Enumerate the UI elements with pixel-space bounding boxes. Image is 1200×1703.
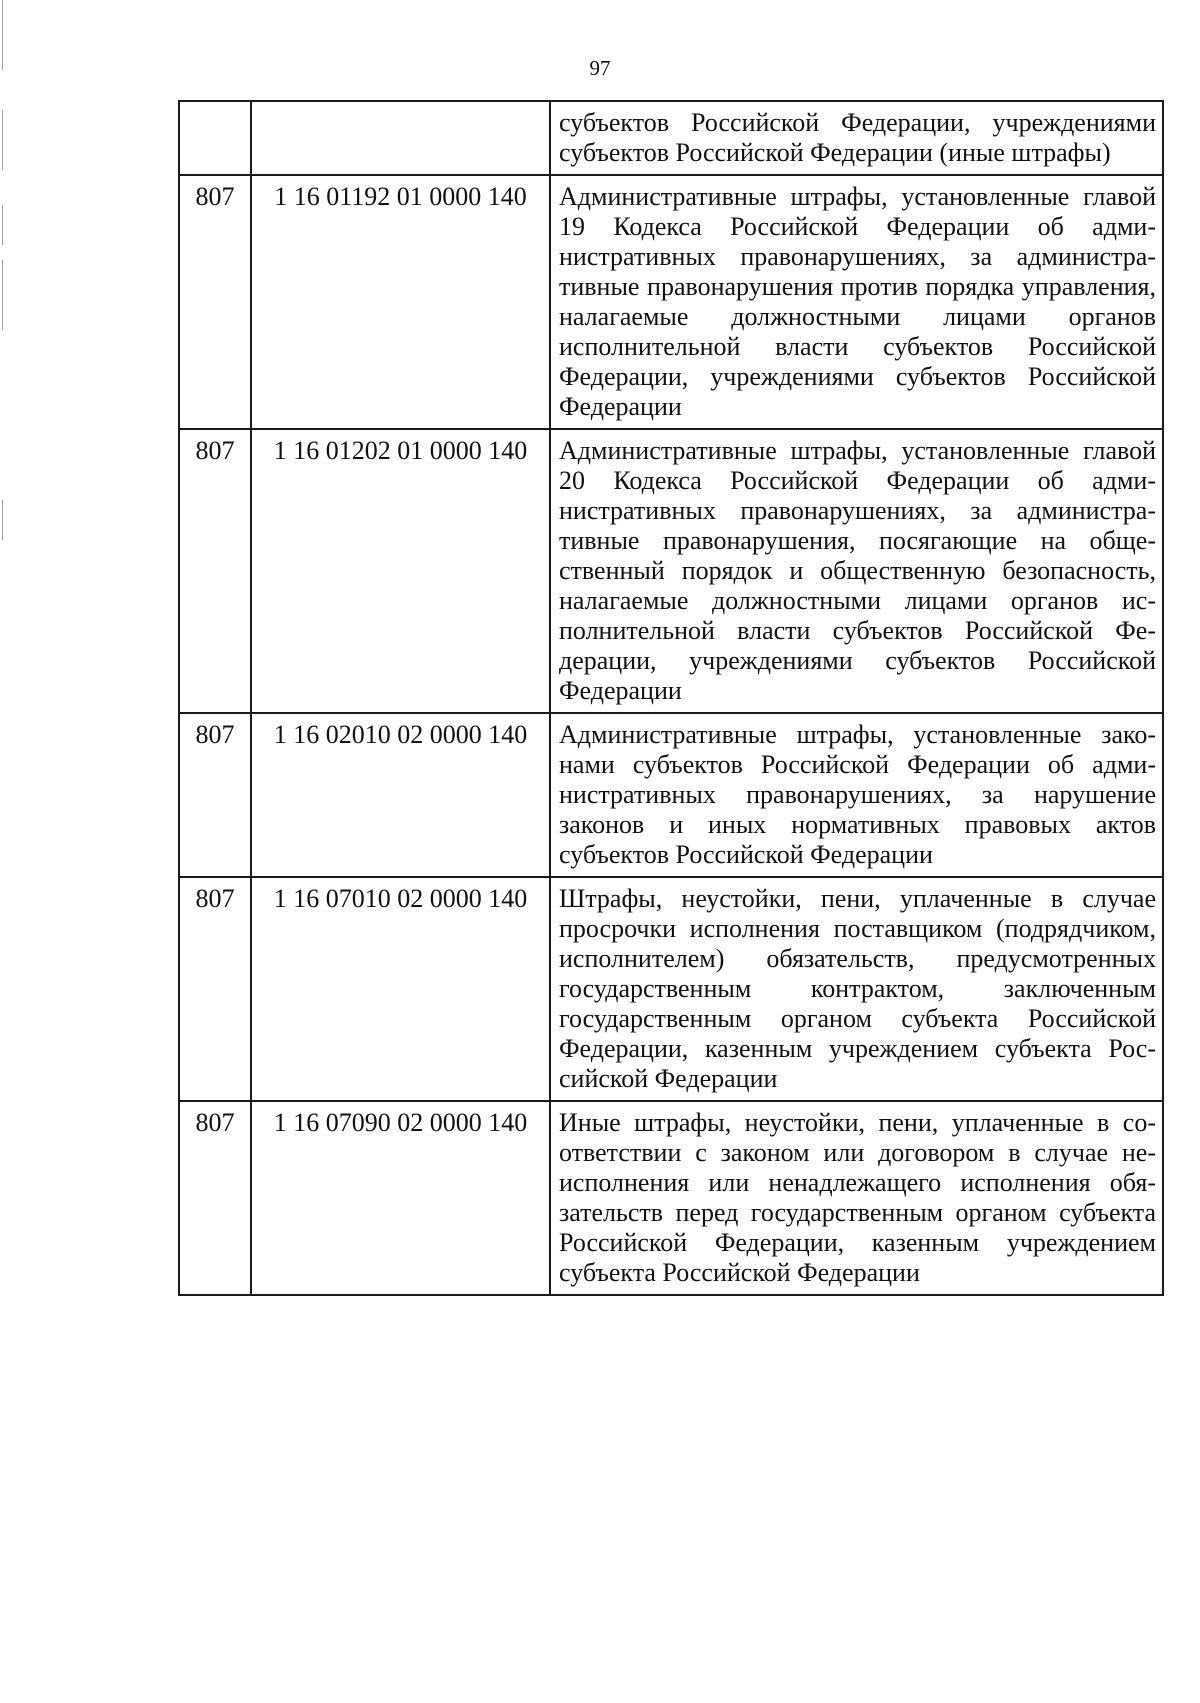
- page-number: 97: [589, 56, 611, 80]
- scan-margin-marks: [0, 0, 6, 1703]
- revenue-code-cell: 1 16 07090 02 0000 140: [251, 1101, 550, 1295]
- table-row: [179, 101, 1163, 175]
- revenue-code-cell: 1 16 01202 01 0000 140: [251, 429, 550, 713]
- admin-code-cell: 807: [179, 1101, 251, 1295]
- description-cell: Административные штрафы, установленные законами субъектов Российской Федерации об административных правонарушениях, за нарушение законов и иных нормативных правовых актов субъектов Российской Федерации: [550, 713, 1163, 877]
- revenue-code-cell: 1 16 01192 01 0000 140: [251, 175, 550, 429]
- description-cell: Иные штрафы, неустойки, пени, уплаченные в соответствии с законом или договором в случае неисполнения или ненадлежащего исполнения обязательств перед государственным органом субъекта Российской Федерации, казенным учреждением субъекта Российской Федерации: [550, 1101, 1163, 1295]
- table-row: [179, 1101, 1163, 1295]
- admin-code-cell: 807: [179, 175, 251, 429]
- revenue-code-cell: 1 16 02010 02 0000 140: [251, 713, 550, 877]
- admin-code-cell: [179, 101, 251, 175]
- revenue-code-cell: [251, 101, 550, 175]
- description-cell: Административные штрафы, установленные главой 19 Кодекса Российской Федерации об административных правонарушениях, за административные правонарушения против порядка управления, налагаемые должностными лицами органов исполнительной власти субъектов Российской Федерации, учреждениями субъектов Российской Федерации: [550, 175, 1163, 429]
- table-row: [179, 877, 1163, 1101]
- table-row: [179, 713, 1163, 877]
- revenue-code-cell: 1 16 07010 02 0000 140: [251, 877, 550, 1101]
- description-cell: Штрафы, неустойки, пени, уплаченные в случае просрочки исполнения поставщиком (подрядчиком, исполнителем) обязательств, предусмотренных государственным контрактом, заключенным государственным органом субъекта Российской Федерации, казенным учреждением субъекта Российской Федерации: [550, 877, 1163, 1101]
- description-cell: Административные штрафы, установленные главой 20 Кодекса Российской Федерации об административных правонарушениях, за административные правонарушения, посягающие на общественный порядок и общественную безопасность, налагаемые должностными лицами органов исполнительной власти субъектов Российской Федерации, учреждениями субъектов Российской Федерации: [550, 429, 1163, 713]
- table-row: [179, 429, 1163, 713]
- description-cell: субъектов Российской Федерации, учреждениями субъектов Российской Федерации (иные штрафы): [550, 101, 1163, 175]
- admin-code-cell: 807: [179, 877, 251, 1101]
- admin-code-cell: 807: [179, 713, 251, 877]
- revenue-codes-table: [178, 100, 1164, 1296]
- admin-code-cell: 807: [179, 429, 251, 713]
- table-row: [179, 175, 1163, 429]
